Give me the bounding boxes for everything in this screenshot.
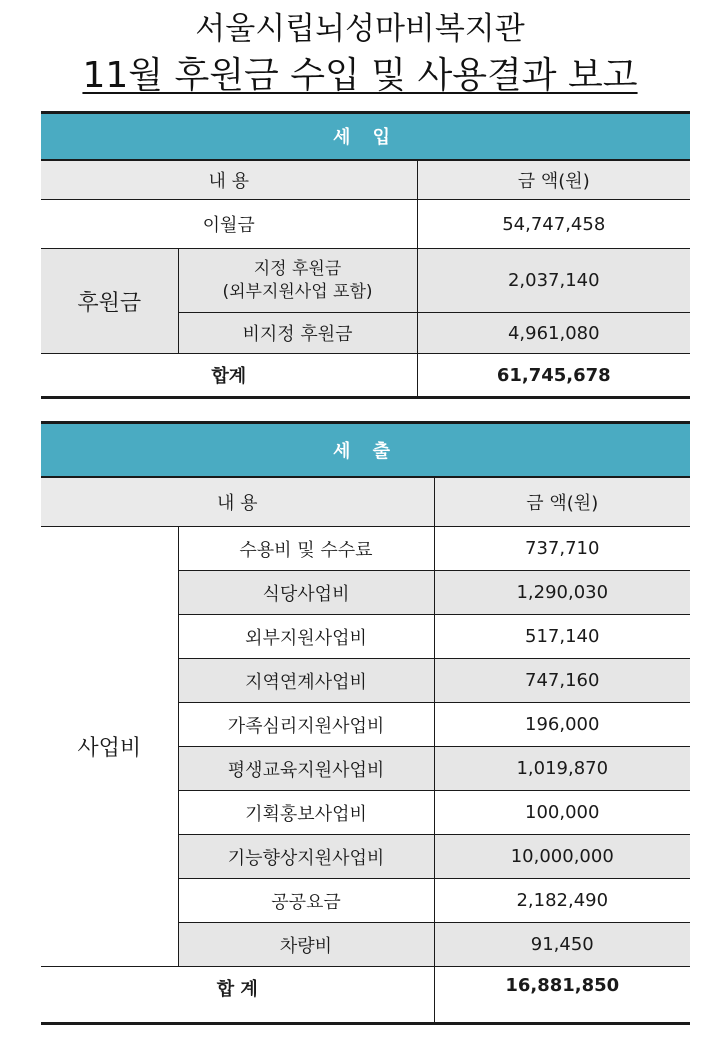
income-designated-label-line1: 지정 후원금 [253,258,342,279]
income-total-label: 합계 [211,366,247,387]
expense-header-amount: 금 액(원) [434,477,690,527]
income-designated-label [178,249,417,313]
expense-header-row [41,477,690,527]
expense-item-amount: 10,000,000 [434,835,690,879]
expense-item-amount: 747,160 [434,659,690,703]
income-header-row [41,160,690,200]
table-row [41,527,690,571]
expense-item-amount: 1,019,870 [434,747,690,791]
income-table [41,111,690,399]
table-row [41,200,690,249]
expense-item-label: 식당사업비 [178,571,434,615]
income-carryover-label: 이월금 [41,200,417,249]
expense-item-label: 지역연계사업비 [178,659,434,703]
expense-item-label: 기능향상지원사업비 [178,835,434,879]
expense-band-row [41,423,690,477]
income-band-row [41,113,690,160]
income-header-amount: 금 액(원) [417,160,690,200]
expense-group-label: 사업비 [41,527,178,967]
expense-item-label: 가족심리지원사업비 [178,703,434,747]
income-nondesignated-label: 비지정 후원금 [178,313,417,354]
expense-item-amount: 1,290,030 [434,571,690,615]
expense-total-amount: 16,881,850 [434,967,690,1024]
expense-item-label: 수용비 및 수수료 [178,527,434,571]
income-designated-amount: 2,037,140 [417,249,690,313]
table-row [41,249,690,313]
income-band: 세 입 [41,113,690,160]
expense-item-amount: 517,140 [434,615,690,659]
expense-header-content: 내 용 [41,477,434,527]
expense-item-amount: 100,000 [434,791,690,835]
expense-total-label: 합 계 [216,979,258,1000]
income-carryover-amount: 54,747,458 [417,200,690,249]
expense-item-label: 차량비 [178,923,434,967]
income-header-content: 내 용 [41,160,417,200]
expense-item-amount: 91,450 [434,923,690,967]
expense-item-label: 공공요금 [178,879,434,923]
expense-band: 세 출 [41,423,690,477]
expense-total-row [41,967,690,1024]
expense-item-amount: 196,000 [434,703,690,747]
expense-item-amount: 2,182,490 [434,879,690,923]
report-org-title: 서울시립뇌성마비복지관 [195,11,525,47]
report-title-text: 11월 후원금 수입 및 사용결과 보고 [82,55,638,96]
income-group-label: 후원금 [41,249,178,354]
report-title [0,54,720,98]
expense-table [41,421,690,1025]
income-total-amount: 61,745,678 [417,354,690,398]
income-total-row [41,354,690,398]
expense-item-amount: 737,710 [434,527,690,571]
income-nondesignated-amount: 4,961,080 [417,313,690,354]
expense-item-label: 평생교육지원사업비 [178,747,434,791]
expense-item-label: 외부지원사업비 [178,615,434,659]
expense-item-label: 기획홍보사업비 [178,791,434,835]
income-designated-label-line2: (외부지원사업 포함) [222,281,373,302]
